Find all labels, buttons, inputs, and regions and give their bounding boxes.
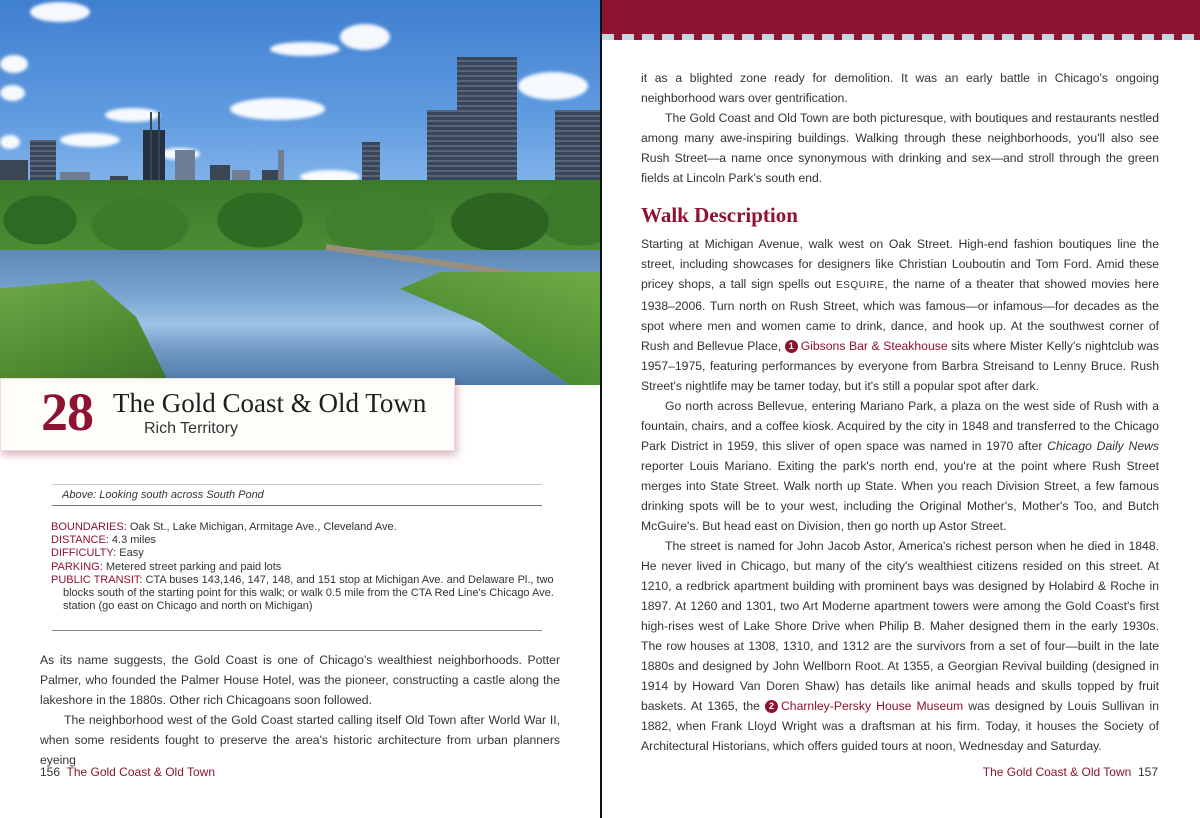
chapter-number: 28 [41,382,93,442]
fact-label: DISTANCE: [51,534,109,547]
fact-value: Oak St., Lake Michigan, Armitage Ave., Cleveland Ave. [126,521,397,533]
running-head: The Gold Coast & Old Town [66,765,216,779]
fact-value: Metered street parking and paid lots [102,560,282,573]
chapter-title: The Gold Coast & Old Town [113,388,427,418]
page-number: 156 [40,765,61,779]
section-heading: Walk Description [641,203,798,227]
fact-label: BOUNDARIES: [51,521,127,533]
poi-marker-icon: 1 [785,340,798,353]
paragraph: As its name suggests, the Gold Coast is one of Chicago's wealthiest neighborhoods. Potter Palmer, who founded the Palmer House Hotel, was the pioneer, constructing a castle along the lakeshore in the 1880s. Other rich Chicagoans soon followed. [40,653,560,707]
walk-facts [51,521,561,613]
chapter-title-box [0,378,455,451]
text: , the name of a theater that showed movies here 1938–2006. Turn north on Rush Street, which was famous—or infamous—for decades as the spot where men and women came to drink, dance, and hook up. At the southwest corner of Rush and Bellevue Place, [641,277,1159,353]
header-banner-dashes [602,34,1200,40]
paragraph [641,536,1159,756]
text: was designed by Louis Sullivan in 1882, when Frank Lloyd Wright was a draftsman at his firm. Today, it houses the Society of Architectural Historians, which offers guided tours at noon, Wednesday and Saturday. [641,699,1159,753]
page-number: 157 [1137,765,1158,779]
paragraph: The Gold Coast and Old Town are both picturesque, with boutiques and restaurants nestled among many awe-inspiring buildings. Walking through these neighborhoods, you'll also see Rush Street—a name once synonymous with drinking and sex—and stroll through the green fields at Lincoln Park's south end. [641,111,1159,185]
fact-public-transit [51,574,561,614]
chapter-subtitle: Rich Territory [144,420,238,437]
paragraph [641,234,1159,396]
text: sits where Mister Kelly's nightclub was 1957–1975, featuring performances by everyone from Barbra Streisand to Lenny Bruce. Rush Street's nightlife may be tamer today, but it's still a popular spot after dark. [641,339,1159,393]
poi-charnley-persky: Charnley-Persky House Museum [781,699,964,713]
right-page [602,0,1200,818]
intro-text [40,650,560,770]
paragraph: it as a blighted zone ready for demolition. It was an early battle in Chicago's ongoing neighborhood wars over gentrification. [641,71,1159,105]
header-banner [602,0,1200,36]
fact-value: 4.3 miles [108,534,156,547]
fact-parking [51,561,561,574]
running-head: The Gold Coast & Old Town [982,765,1132,779]
publication-title: Chicago Daily News [1047,439,1159,453]
walk-description [641,234,1159,756]
paragraph [641,396,1159,536]
folio-left [40,765,215,779]
text: reporter Louis Mariano. Exiting the park's north end, you're at the point where Rush Street merges into State Street. Walk north up State. When you reach Division Street, a few famous drinking spots will be to your west, including the Original Mother's, Mother's Too, and Butch McGuire's. But head east on Division, then go north up Astor Street. [641,459,1159,533]
fact-boundaries [51,521,561,534]
fact-value: CTA buses 143,146, 147, 148, and 151 stop at Michigan Ave. and Delaware Pl., two blocks south of the starting point for this walk; or walk 0.5 mile from the CTA Red Line's Chicago Ave. station (go east on Chicago and north on Michigan) [63,573,554,613]
poi-gibsons: Gibsons Bar & Steakhouse [800,339,948,353]
fact-label: DIFFICULTY: [51,547,117,560]
fact-label: PARKING: [51,560,103,573]
divider [52,630,542,631]
text: The street is named for John Jacob Astor, America's richest person when he died in 1848. He never lived in Chicago, but many of the city's wealthiest citizens resided on this street. At 1210, a redbrick apartment building with prominent bays was designed by Holabird & Roche in 1897. At 1260 and 1301, two Art Moderne apartment towers were among the Gold Coast's first high-rises west of Lake Shore Drive when Philip B. Maher designed them in the early 1930s. The row houses at 1308, 1310, and 1312 are the survivors from a set of four—built in the late 1880s and designed by John Wellborn Root. At 1355, a Georgian Revival building (designed in 1914 by Howard Van Doren Shaw) has details like animal heads and skulls topped by fruit baskets. At 1365, the [641,539,1159,713]
paragraph: The neighborhood west of the Gold Coast started calling itself Old Town after World War II, when some residents fought to preserve the area's historic architecture from urban planners eyeing [40,713,560,767]
fact-value: Easy [116,547,144,560]
esquire-sign: ESQUIRE [836,280,885,291]
fact-distance [51,534,561,547]
south-pond-photo [0,0,600,385]
photo-caption: Above: Looking south across South Pond [52,484,542,506]
intro-continued [641,68,1159,188]
text: Go north across Bellevue, entering Mariano Park, a plaza on the west side of Rush with a fountain, chairs, and a coffee kiosk. Acquired by the city in 1848 and transferred to the Chicago Park District in 1959, this sliver of open space was named in 1970 after [641,399,1159,453]
poi-marker-icon: 2 [765,700,778,713]
fact-difficulty [51,547,561,560]
text: Starting at Michigan Avenue, walk west on Oak Street. High-end fashion boutiques line the street, including showcases for designers like Christian Louboutin and Tom Ford. Amid these pricey shops, a tall sign spells out [641,237,1159,291]
fact-label: PUBLIC TRANSIT: [51,573,143,586]
folio-right [983,765,1158,779]
